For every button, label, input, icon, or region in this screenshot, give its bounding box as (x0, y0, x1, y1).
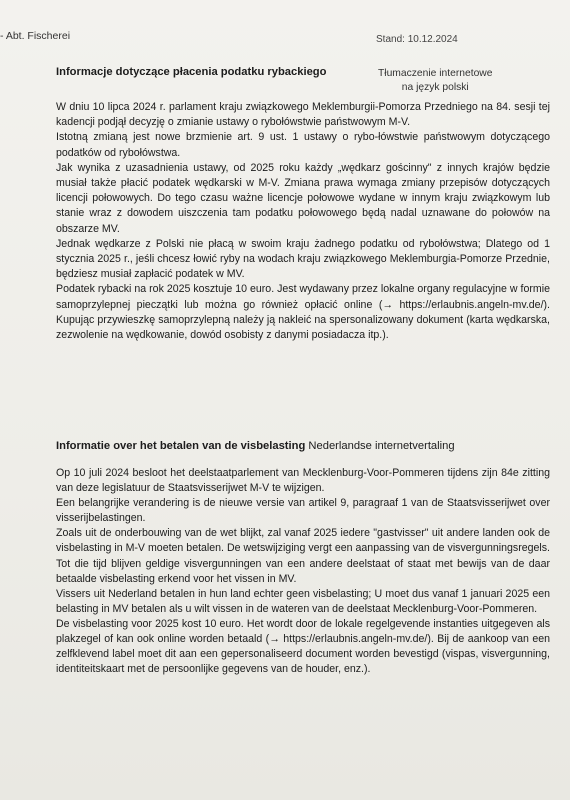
polish-paragraph-2: Istotną zmianą jest nowe brzmienie art. 9 ust. 1 ustawy o rybo-łówstwie państwowym dotyczącego podatków od rybołówstwa. (56, 131, 550, 159)
stand-date: Stand: 10.12.2024 (376, 34, 458, 45)
dutch-title: Informatie over het betalen van de visbelasting (56, 440, 306, 452)
dutch-translation-note: Nederlandse internetvertaling (308, 440, 455, 452)
dutch-paragraph-2: Een belangrijke verandering is de nieuwe versie van artikel 9, paragraaf 1 van de Staatsvisserijwet over visserijbelastingen. (56, 497, 550, 525)
dutch-paragraph-1: Op 10 juli 2024 besloot het deelstaatparlement van Mecklenburg-Voor-Pommeren tijdens zijn 84e zitting van deze legislatuur de Staatsvisserijwet M-V te wijzigen. (56, 467, 550, 495)
dutch-title-row (56, 440, 550, 452)
polish-paragraph-4: Jednak wędkarze z Polski nie płacą w swoim kraju żadnego podatku od rybołówstwa; Dlatego od 1 stycznia 2025 r., jeśli chcesz łowić ryby na wodach kraju związkowego Meklemburgia-Pomorze Przednie, będziesz musiał zapłacić podatek w MV. (56, 237, 550, 281)
dutch-paragraph-5: De visbelasting voor 2025 kost 10 euro. Het wordt door de lokale regelgevende instanties uitgegeven als plakzegel of kan ook online worden betaald (→ https://erlaubnis.angeln-mv.de/). Bij de aankoop van een zelfklevend label moet dit aan een gepersonaliseerd document worden bevestigd (vispas, visvergunning, identiteitskaart met de persoonlijke gegevens van de houder, enz.). (56, 617, 550, 676)
polish-title: Informacje dotyczące płacenia podatku rybackiego (56, 66, 327, 78)
department-label: - Abt. Fischerei (0, 30, 71, 42)
polish-paragraph-3: Jak wynika z uzasadnienia ustawy, od 2025 roku każdy „wędkarz gościnny" z innych krajów będzie musiał także płacić podatek wędkarski w M-V. Zmiana prawa wymaga zmiany przepisów dotyczących licencji połowowych. Do tego czasu ważne licencje połowowe wydane w innym kraju związkowym lub stanie wraz z dowodem uiszczenia tam podatku połowowego będą nadal uznawane do połowów na obszarze MV. (56, 161, 550, 235)
dutch-paragraph-4: Vissers uit Nederland betalen in hun land echter geen visbelasting; U moet dus vanaf 1 januari 2025 een belasting in MV betalen als u wilt vissen in de wateren van de deelstaat Mecklenburg-Voor-Pommeren. (56, 587, 550, 615)
polish-section (56, 66, 550, 343)
polish-paragraph-1: W dniu 10 lipca 2024 r. parlament kraju związkowego Meklemburgii-Pomorza Przedniego na 84. sesji tej kadencji podjął decyzję o zmianie ustawy o rybołówstwie państwowym M-V. (56, 101, 550, 129)
polish-paragraph-5: Podatek rybacki na rok 2025 kosztuje 10 euro. Jest wydawany przez lokalne organy regulacyjne w formie samoprzylepnej pieczątki lub można go również opłacić online (→ https://erlaubnis.angeln-mv.de/). Kupując przywieszkę samoprzylepną należy ją nakleić na spersonalizowany dokument (karta wędkarska, zezwolenie na wędkowanie, dowód osobisty z danymi posiadacza itp.). (56, 283, 550, 342)
polish-translation-note: Tłumaczenie internetowe na język polski (378, 68, 493, 93)
dutch-paragraph-3: Zoals uit de onderbouwing van de wet blijkt, zal vanaf 2025 iedere "gastvisser" uit andere landen ook de visbelasting in M-V moeten betalen. De wetswijziging vergt een aanpassing van de visvergunningsregels. Tot die tijd blijven geldige visvergunningen van een andere deelstaat of staat met bewijs van de daar betaalde visbelasting erkend voor het vissen in MV. (56, 527, 550, 585)
dutch-section (56, 440, 550, 677)
